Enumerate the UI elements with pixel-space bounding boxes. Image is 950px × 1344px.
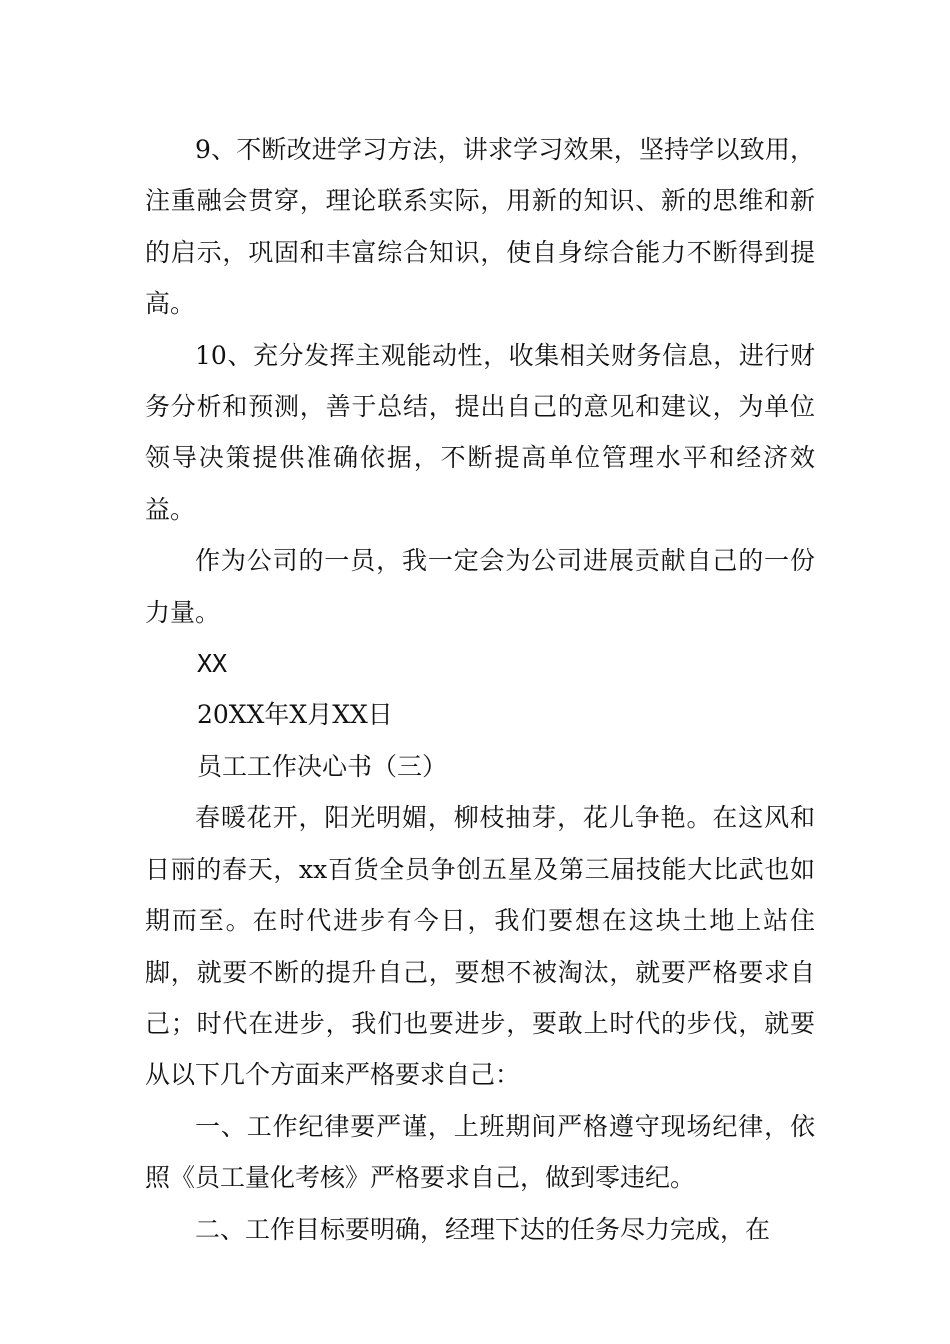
paragraph-item-10: 10、充分发挥主观能动性，收集相关财务信息，进行财务分析和预测，善于总结，提出自己的意见和建议，为单位领导决策提供准确依据，不断提高单位管理水平和经济效益。: [145, 340, 815, 524]
paragraph-closing: 作为公司的一员，我一定会为公司进展贡献自己的一份力量。: [145, 546, 815, 627]
paragraph-intro: 春暖花开，阳光明媚，柳枝抽芽，花儿争艳。在这风和日丽的春天，xx百货全员争创五星及第三届技能大比武也如期而至。在时代进步有今日，我们要想在这块土地上站住脚，就要不断的提升自己，要想不被淘汰，就要严格要求自己；时代在进步，我们也要进步，要敢上时代的步伐，就要从以下几个方面来严格要求自己：: [145, 803, 815, 1090]
document-body: [145, 124, 815, 1255]
paragraph-point-2: 二、工作目标要明确，经理下达的任务尽力完成，在: [195, 1214, 771, 1244]
date-line: 20XX年X月XX日: [197, 700, 393, 730]
paragraph-point-1: 一、工作纪律要严谨，上班期间严格遵守现场纪律，依照《员工量化考核》严格要求自己，做到零违纪。: [145, 1111, 815, 1193]
section-title: 员工工作决心书（三）: [197, 751, 448, 781]
signature: XX: [197, 649, 228, 679]
paragraph-item-9: 9、不断改进学习方法，讲求学习效果，坚持学以致用，注重融会贯穿，理论联系实际，用新的知识、新的思维和新的启示，巩固和丰富综合知识，使自身综合能力不断得到提高。: [145, 135, 815, 319]
